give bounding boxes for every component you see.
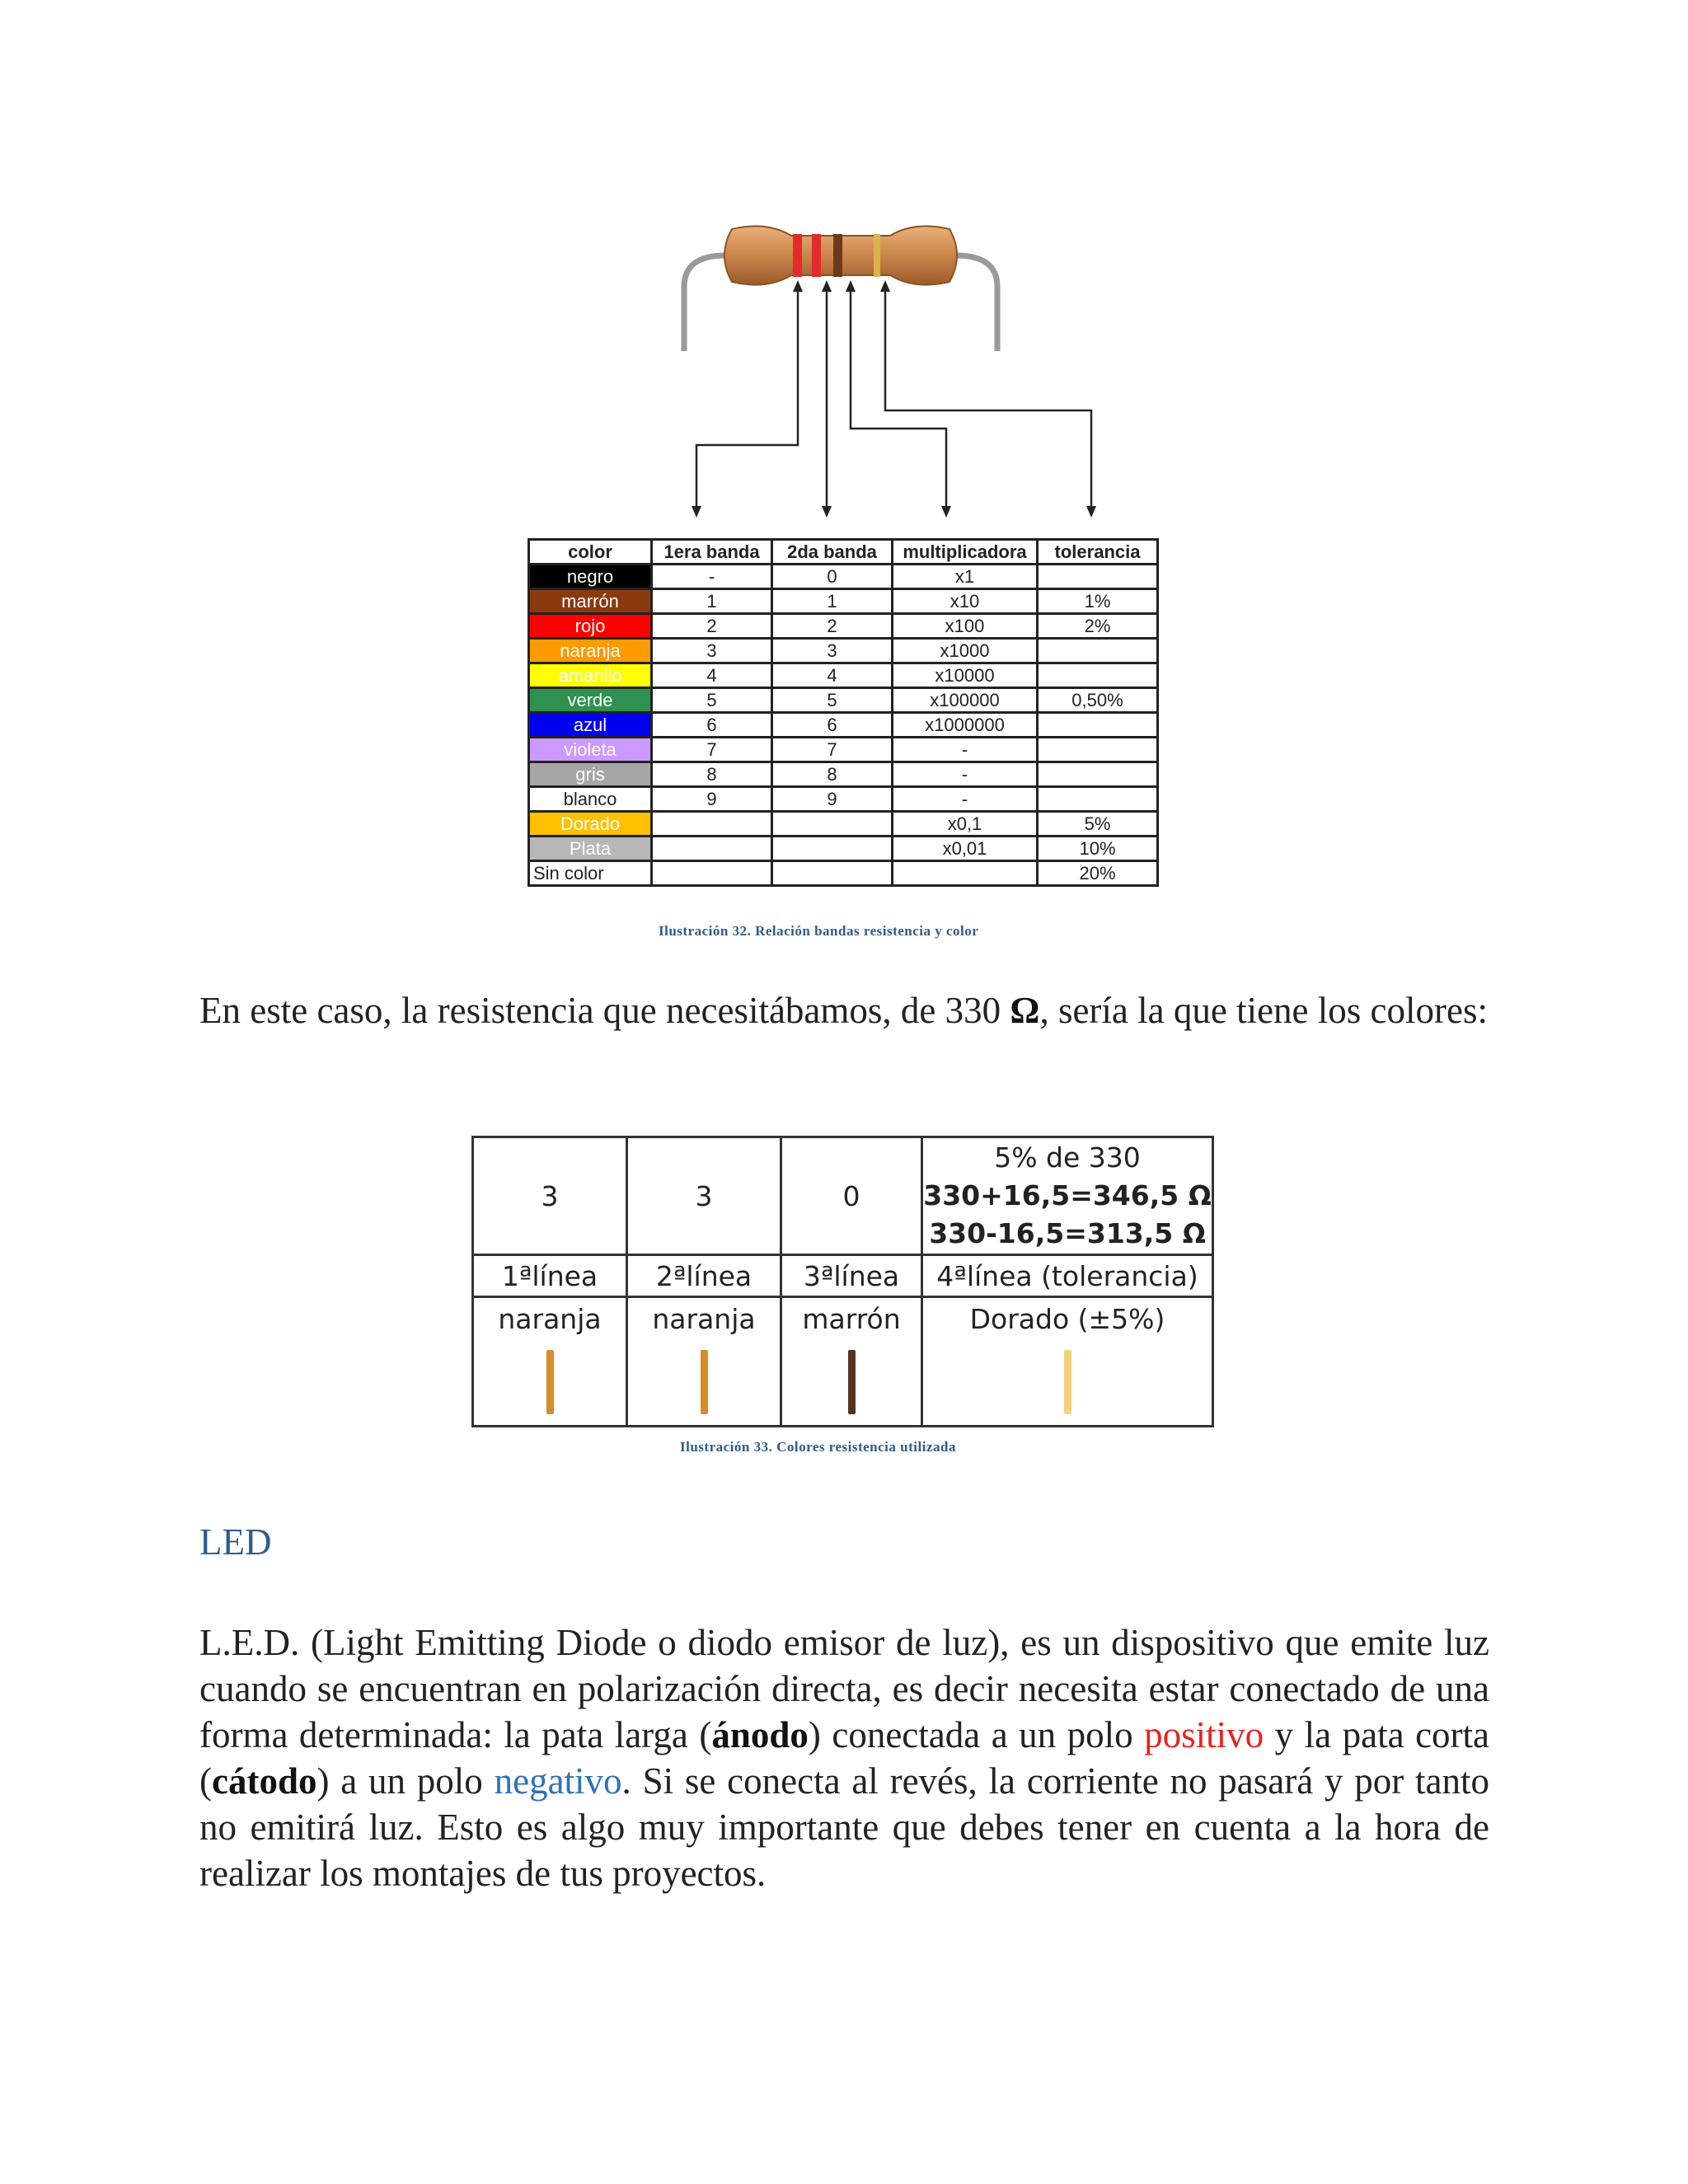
band1-value: 3 (652, 639, 772, 663)
band-color-cell-3 (781, 1297, 922, 1427)
band-value-2: 3 (627, 1137, 781, 1255)
tolerance-value: 5% (1038, 812, 1158, 837)
arrow-band-3 (851, 287, 946, 509)
band-3 (833, 234, 842, 277)
band-values-row (473, 1137, 1213, 1255)
color-table-row (529, 861, 1158, 886)
band2-value: 2 (772, 614, 893, 639)
resistor-lead-right (956, 255, 997, 351)
band-labels-row (473, 1255, 1213, 1297)
band1-value: 9 (652, 787, 772, 812)
color-swatch-cell: marrón (529, 589, 652, 614)
multiplier-value: x0,1 (893, 812, 1038, 837)
figure-caption-33: Ilustración 33. Colores resistencia utilizada (680, 1439, 956, 1455)
band1-value: 8 (652, 762, 772, 787)
color-table-header (529, 540, 1158, 565)
multiplier-value: x10 (893, 589, 1038, 614)
band-color-cell-2 (627, 1297, 781, 1427)
band2-value: 5 (772, 688, 893, 713)
band2-value: 3 (772, 639, 893, 663)
paragraph-resistance (199, 987, 1489, 1033)
band-color-stripe-4 (1064, 1350, 1071, 1414)
color-swatch-cell: naranja (529, 639, 652, 663)
multiplier-value: x1 (893, 565, 1038, 589)
multiplier-value (893, 861, 1038, 886)
color-swatch-cell: amarillo (529, 663, 652, 688)
led-text-5: . Si se conecta al revés, la corriente no pasará y por tanto no emitirá luz. Esto es algo muy importante que debes tener en cuenta a la hora de realizar los montajes de tus proyectos. (199, 1760, 1489, 1894)
band1-value: 7 (652, 738, 772, 762)
color-table-row (529, 565, 1158, 589)
color-swatch-cell: gris (529, 762, 652, 787)
band-color-cell-1 (473, 1297, 627, 1427)
band1-value (652, 837, 772, 861)
header-color: color (529, 540, 652, 565)
band-value-3: 0 (781, 1137, 922, 1255)
tolerance-value: 10% (1038, 837, 1158, 861)
resistor-lead-left (684, 255, 725, 351)
tolerance-value: 20% (1038, 861, 1158, 886)
tolerance-line-2: 330+16,5=346,5 Ω (923, 1179, 1212, 1212)
color-table-row (529, 589, 1158, 614)
resistor-illustration (528, 204, 1160, 538)
paragraph-led (199, 1619, 1489, 1896)
section-heading-led: LED (199, 1521, 272, 1563)
band-value-1: 3 (473, 1137, 627, 1255)
band1-value (652, 861, 772, 886)
tolerance-line-3: 330-16,5=313,5 Ω (929, 1217, 1206, 1249)
band2-value: 4 (772, 663, 893, 688)
color-swatch-cell: Dorado (529, 812, 652, 837)
arrow-band-4 (885, 287, 1091, 511)
multiplier-value: - (893, 787, 1038, 812)
anodo-term: ánodo (711, 1714, 809, 1755)
tolerance-calc (922, 1137, 1213, 1255)
band1-value: 5 (652, 688, 772, 713)
color-table-row (529, 738, 1158, 762)
color-table-row (529, 762, 1158, 787)
band2-value: 0 (772, 565, 893, 589)
led-text-1: L.E.D. (Light Emitting Diode o diodo emisor de luz), es un dispositivo que emite luz cuando se encuentran en polarización directa, es decir necesita estar conectado de una forma determinada: la pata larga ( (199, 1622, 1489, 1755)
line-label-4: 4ªlínea (tolerancia) (922, 1255, 1213, 1297)
positivo-term: positivo (1144, 1714, 1264, 1755)
band2-value: 6 (772, 713, 893, 738)
resistor-bands-table (471, 1136, 1214, 1427)
color-table-row (529, 639, 1158, 663)
color-swatch-cell: negro (529, 565, 652, 589)
color-table-row (529, 837, 1158, 861)
color-swatch-cell: Plata (529, 837, 652, 861)
band2-value (772, 837, 893, 861)
color-code-table (528, 538, 1159, 887)
band-color-cell-4 (922, 1297, 1213, 1427)
band1-value: - (652, 565, 772, 589)
band1-value (652, 812, 772, 837)
band2-value (772, 812, 893, 837)
catodo-term: cátodo (212, 1760, 317, 1802)
tolerance-value (1038, 663, 1158, 688)
header-multiplier: multiplicadora (893, 540, 1038, 565)
color-table-row (529, 663, 1158, 688)
color-swatch-cell: azul (529, 713, 652, 738)
multiplier-value: x1000 (893, 639, 1038, 663)
tolerance-value (1038, 738, 1158, 762)
band-color-stripe-1 (546, 1350, 554, 1414)
band2-value: 9 (772, 787, 893, 812)
band1-value: 1 (652, 589, 772, 614)
tolerance-value (1038, 565, 1158, 589)
line-label-3: 3ªlínea (781, 1255, 922, 1297)
color-swatch-cell: verde (529, 688, 652, 713)
figure-caption-32: Ilustración 32. Relación bandas resistencia y color (659, 923, 979, 939)
color-table-row (529, 812, 1158, 837)
multiplier-value: x100000 (893, 688, 1038, 713)
paragraph-resistance-text-1: En este caso, la resistencia que necesitábamos, de 330 (199, 990, 1010, 1031)
band-colors-row (473, 1297, 1213, 1427)
multiplier-value: x10000 (893, 663, 1038, 688)
tolerance-value: 0,50% (1038, 688, 1158, 713)
band-color-name-1: naranja (498, 1303, 602, 1335)
band1-value: 6 (652, 713, 772, 738)
band2-value: 7 (772, 738, 893, 762)
color-swatch-cell: rojo (529, 614, 652, 639)
tolerance-line-1: 5% de 330 (994, 1141, 1141, 1174)
band-2 (812, 234, 821, 277)
band1-value: 2 (652, 614, 772, 639)
ohm-symbol: Ω (1010, 990, 1040, 1031)
led-text-4: ) a un polo (316, 1760, 495, 1802)
band-color-name-3: marrón (802, 1303, 901, 1335)
band-color-name-4: Dorado (±5%) (969, 1303, 1165, 1335)
multiplier-value: x1000000 (893, 713, 1038, 738)
tolerance-value: 2% (1038, 614, 1158, 639)
line-label-2: 2ªlínea (627, 1255, 781, 1297)
tolerance-value (1038, 787, 1158, 812)
band2-value: 1 (772, 589, 893, 614)
header-tolerance: tolerancia (1038, 540, 1158, 565)
color-swatch-cell: violeta (529, 738, 652, 762)
color-table-row (529, 787, 1158, 812)
band-color-name-2: naranja (652, 1303, 756, 1335)
multiplier-value: x100 (893, 614, 1038, 639)
band-color-stripe-3 (848, 1350, 856, 1414)
color-table-row (529, 713, 1158, 738)
color-table-row (529, 688, 1158, 713)
band-color-stripe-2 (701, 1350, 708, 1414)
resistor-color-figure (528, 204, 1160, 939)
multiplier-value: - (893, 738, 1038, 762)
color-table-row (529, 614, 1158, 639)
tolerance-value (1038, 762, 1158, 787)
band-1 (793, 234, 802, 277)
negativo-term: negativo (494, 1760, 622, 1802)
header-band-1: 1era banda (652, 540, 772, 565)
led-text-3: y la pata corta ( (199, 1714, 1489, 1802)
led-text-2: ) conectada a un polo (808, 1714, 1145, 1755)
band2-value (772, 861, 893, 886)
paragraph-resistance-text-2: , sería la que tiene los colores: (1039, 990, 1488, 1031)
color-swatch-cell: blanco (529, 787, 652, 812)
multiplier-value: x0,01 (893, 837, 1038, 861)
arrow-band-1 (696, 287, 798, 509)
band-4 (874, 234, 880, 277)
band1-value: 4 (652, 663, 772, 688)
tolerance-value (1038, 713, 1158, 738)
band2-value: 8 (772, 762, 893, 787)
multiplier-value: - (893, 762, 1038, 787)
color-swatch-cell: Sin color (529, 861, 652, 886)
tolerance-value (1038, 639, 1158, 663)
header-band-2: 2da banda (772, 540, 893, 565)
tolerance-value: 1% (1038, 589, 1158, 614)
line-label-1: 1ªlínea (473, 1255, 627, 1297)
